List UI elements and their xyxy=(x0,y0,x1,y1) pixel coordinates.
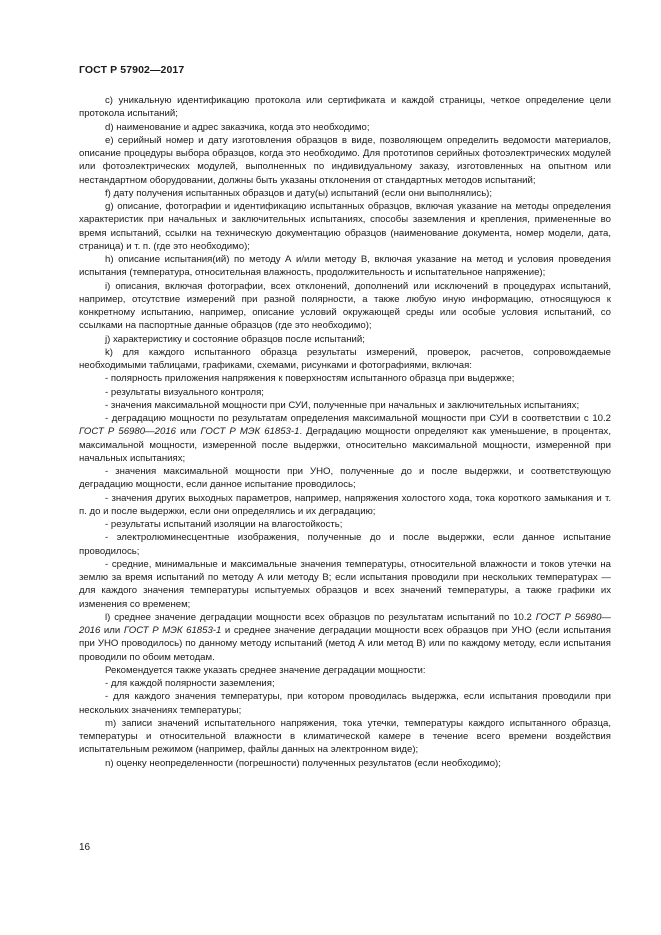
text-fragment: или xyxy=(176,426,201,438)
list-item: - электролюминесцентные изображения, полученные до и после выдержки, если данное испытание проводилось; xyxy=(79,532,611,557)
text-fragment: или xyxy=(100,625,124,636)
list-item: - для каждой полярности заземления; xyxy=(105,678,275,689)
item-d: d) наименование и адрес заказчика, когда это необходимо; xyxy=(105,121,370,133)
list-item: - для каждого значения температуры, при котором проводилась выдержка, если испытания проводили при нескольких значениях температуры; xyxy=(79,691,611,716)
standard-reference: ГОСТ Р 56980—2016 xyxy=(79,426,176,438)
item-m: m) записи значений испытательного напряжения, тока утечки, температуры каждого испытанного образца, температуры и относительной влажности в климатической камере в течение всего времени воздействия испытательным режимом (например, файлы данных на электронном виде); xyxy=(79,717,611,756)
document-header: ГОСТ Р 57902—2017 xyxy=(79,64,185,76)
list-item: - полярность приложения напряжения к поверхностям испытанного образца при выдержке; xyxy=(105,373,515,385)
item-i: i) описания, включая фотографии, всех отклонений, дополнений или исключений в процедурах испытаний, например, отсутствие измерений при разной полярности, а также любую иную информацию, относящуюся к конкретному испытанию, например, описание условий окружающей среды или особые условия испытаний, со ссылками на паспортные данные образцов (где это необходимо); xyxy=(79,280,611,332)
item-c: c) уникальную идентификацию протокола или сертификата и каждой страницы, четкое определение цели протокола испытаний; xyxy=(79,95,611,120)
text-fragment: и среднее значение деградации мощности всех образцов при УНО (если испытания при УНО проводилось) по данному методу испытаний (метод А или метод В) или по каждому методу, если испытания проводили по обоим методам. xyxy=(79,625,611,663)
list-item: - значения максимальной мощности при СУИ, полученные при начальных и заключительных испытаниях; xyxy=(105,399,580,411)
list-item: - результаты испытаний изоляции на влагостойкость; xyxy=(105,519,343,530)
item-k: k) для каждого испытанного образца результаты измерений, проверок, расчетов, сопровождаемые необходимыми таблицами, графиками, схемами, рисунками и фотографиями, включая: xyxy=(79,346,611,371)
list-item: - значения других выходных параметров, например, напряжения холостого хода, тока короткого замыкания и т. п. до и после выдержки, если они определялись и их деградацию; xyxy=(79,492,611,517)
item-f: f) дату получения испытанных образцов и дату(ы) испытаний (если они выполнялись); xyxy=(105,187,493,199)
item-l xyxy=(79,611,611,664)
item-n: n) оценку неопределенности (погрешности) полученных результатов (если необходимо); xyxy=(105,757,501,769)
list-item: - значения максимальной мощности при УНО, полученные до и после выдержки, и соответствующую деградацию мощности, если данное испытание проводилось; xyxy=(79,466,611,491)
standard-reference: ГОСТ Р МЭК 61853-1 xyxy=(123,625,222,636)
text-fragment: - деградацию мощности по результатам определения максимальной мощности при СУИ в соответствии с 10.2 xyxy=(105,413,611,424)
page-number: 16 xyxy=(79,842,91,853)
document-body xyxy=(79,94,611,770)
recommendation: Рекомендуется также указать среднее значение деградации мощности: xyxy=(105,664,426,676)
degradation-item xyxy=(79,412,611,465)
item-j: j) характеристику и состояние образцов после испытаний; xyxy=(105,333,365,345)
list-item: - результаты визуального контроля; xyxy=(105,386,264,398)
text-fragment: . Деградацию мощности определяют как уменьшение, в процентах, максимальной мощности, измеренной после выдержки, относительно максимальной мощности, измеренной при начальных испытаниях; xyxy=(79,426,611,464)
text-fragment: l) среднее значение деградации мощности всех образцов по результатам испытаний по 10.2 xyxy=(105,611,536,623)
standard-reference: ГОСТ Р МЭК 61853-1 xyxy=(200,426,300,438)
item-h: h) описание испытания(ий) по методу А и/или методу В, включая указание на метод и условия проведения испытания (температура, относительная влажность, продолжительность и испытательное напряжение); xyxy=(79,254,611,279)
item-g: g) описание, фотографии и идентификацию испытанных образцов, включая указание на методы определения характеристик при начальных и заключительных испытаниях, способы заземления и крепления, примененные во время испытаний, ссылки на техническую документацию образцов (наименование документа, номер модели, дата, страница) и т. п. (где это необходимо); xyxy=(79,201,611,252)
item-e: e) серийный номер и дату изготовления образцов в виде, позволяющем определить ведомости материалов, описание процедуры выбора образцов, когда это необходимо. Для прототипов серийных фотоэлектрических модулей или фотоэлектрических модулей, выполненных по индивидуальному заказу, изготовленных на опытном или нестандартном оборудовании, должны быть указаны отклонения от стандартных методов испытаний; xyxy=(79,134,611,186)
list-item: - средние, минимальные и максимальные значения температуры, относительной влажности и токов утечки на землю за время испытаний по методу А или методу В; если испытания проводили при нескольких температурах — для каждого значения температуры испытуемых образцов и всех значений температуры, а также графики их изменения со временем; xyxy=(79,558,611,610)
standard-reference: ГОСТ Р 56980—2016 xyxy=(79,611,611,636)
